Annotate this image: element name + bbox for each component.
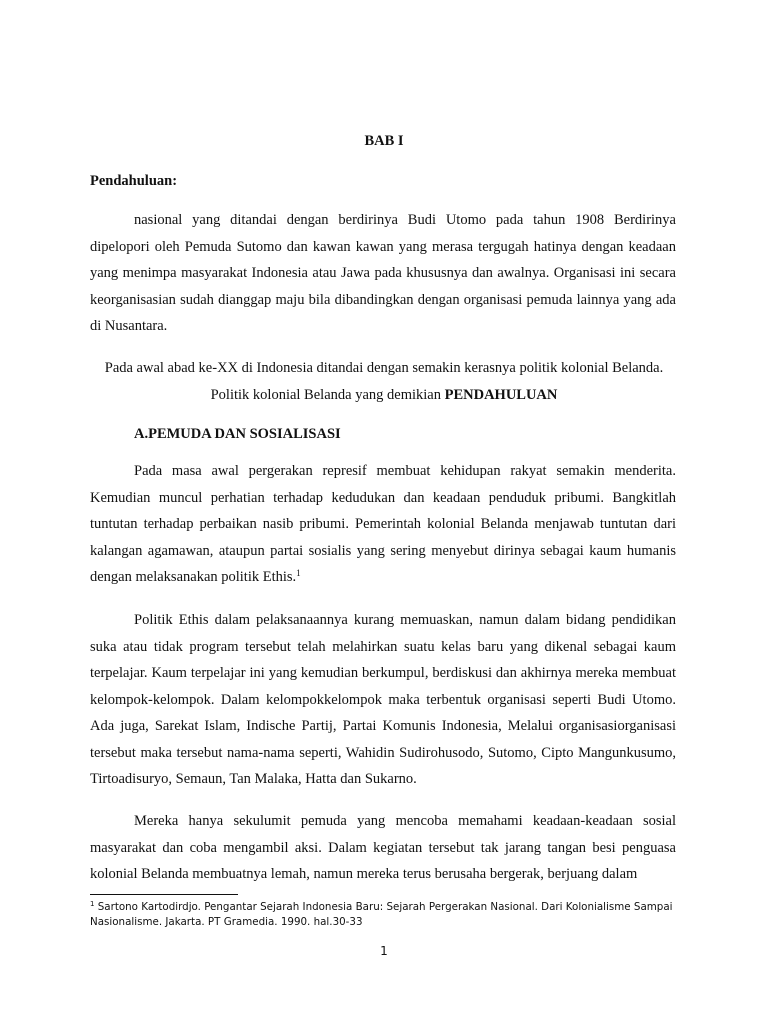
footnote [90,900,690,930]
footnote-divider [90,894,238,895]
chapter-title: BAB I [364,133,404,149]
paragraph-politik-ethis: Politik Ethis dalam pelaksanaannya kurang memuaskan, namun dalam bidang pendidikan suka atau tidak program tersebut telah melahirkan suatu kelas baru yang dikenal sebagai kaum terpelajar. Kaum terpelajar ini yang kemudian berkumpul, berdiskusi dan akhirnya mereka membuat kelompok-kelompok. Dalam kelompokkelompok maka terbentuk organisasi seperti Budi Utomo. Ada juga, Sarekat Islam, Indische Partij, Partai Komunis Indonesia, Melalui organisasiorganisasi tersebut maka tersebut nama-nama seperti, Wahidin Sudirohusodo, Sutomo, Cipto Mangunkusumo, Tirtoadisuryo, Semaun, Tan Malaka, Hatta dan Sukarno. [90,612,676,787]
intro-heading: Pendahuluan: [90,173,178,189]
paragraph-pergerakan-text: Pada masa awal pergerakan represif membuat kehidupan rakyat semakin menderita. Kemudian muncul perhatian terhadap kedudukan dan keadaan penduduk pribumi. Bangkitlah tuntutan terhadap perbaikan nasib pribumi. Pemerintah kolonial Belanda menjawab tuntutan dari kalangan agamawan, ataupun partai sosialis yang sering menyebut dirinya sebagai kaum humanis dengan melaksanakan politik Ethis. [90,463,676,585]
centered-line-1: Pada awal abad ke-XX di Indonesia ditandai dengan semakin kerasnya politik kolonial Belanda. [104,360,664,376]
paragraph-pergerakan [90,458,676,591]
page-number: 1 [380,944,388,958]
footnote-text: Sartono Kartodirdjo. Pengantar Sejarah Indonesia Baru: Sejarah Pergerakan Nasional. Dari Kolonialisme Sampai Nasionalisme. Jakarta. PT Gramedia. 1990. hal.30-33 [90,901,673,928]
footnote-reference[interactable]: 1 [296,568,301,578]
footnote-number: 1 [90,900,95,908]
paragraph-mereka: Mereka hanya sekulumit pemuda yang mencoba memahami keadaan-keadaan sosial masyarakat dan coba mengambil aksi. Dalam kegiatan tersebut tak jarang tangan besi penguasa kolonial Belanda membuatnya lemah, namun mereka terus berusaha bergerak, berjuang dalam [90,813,676,882]
section-heading: A.PEMUDA DAN SOSIALISASI [134,426,341,442]
paragraph-intro: nasional yang ditandai dengan berdirinya Budi Utomo pada tahun 1908 Berdirinya dipelopori oleh Pemuda Sutomo dan kawan kawan yang merasa tergugah hatinya dengan keadaan yang menimpa masyarakat Indonesia atau Jawa pada khususnya dan awalnya. Organisasi ini secara keorganisasian sudah dianggap maju bila dibandingkan dengan organisasi pemuda lainnya yang ada di Nusantara. [90,212,676,334]
centered-line-2: Politik kolonial Belanda yang demikian [210,386,445,403]
centered-line-2-bold: PENDAHULUAN [444,386,558,403]
centered-paragraph [80,355,688,408]
